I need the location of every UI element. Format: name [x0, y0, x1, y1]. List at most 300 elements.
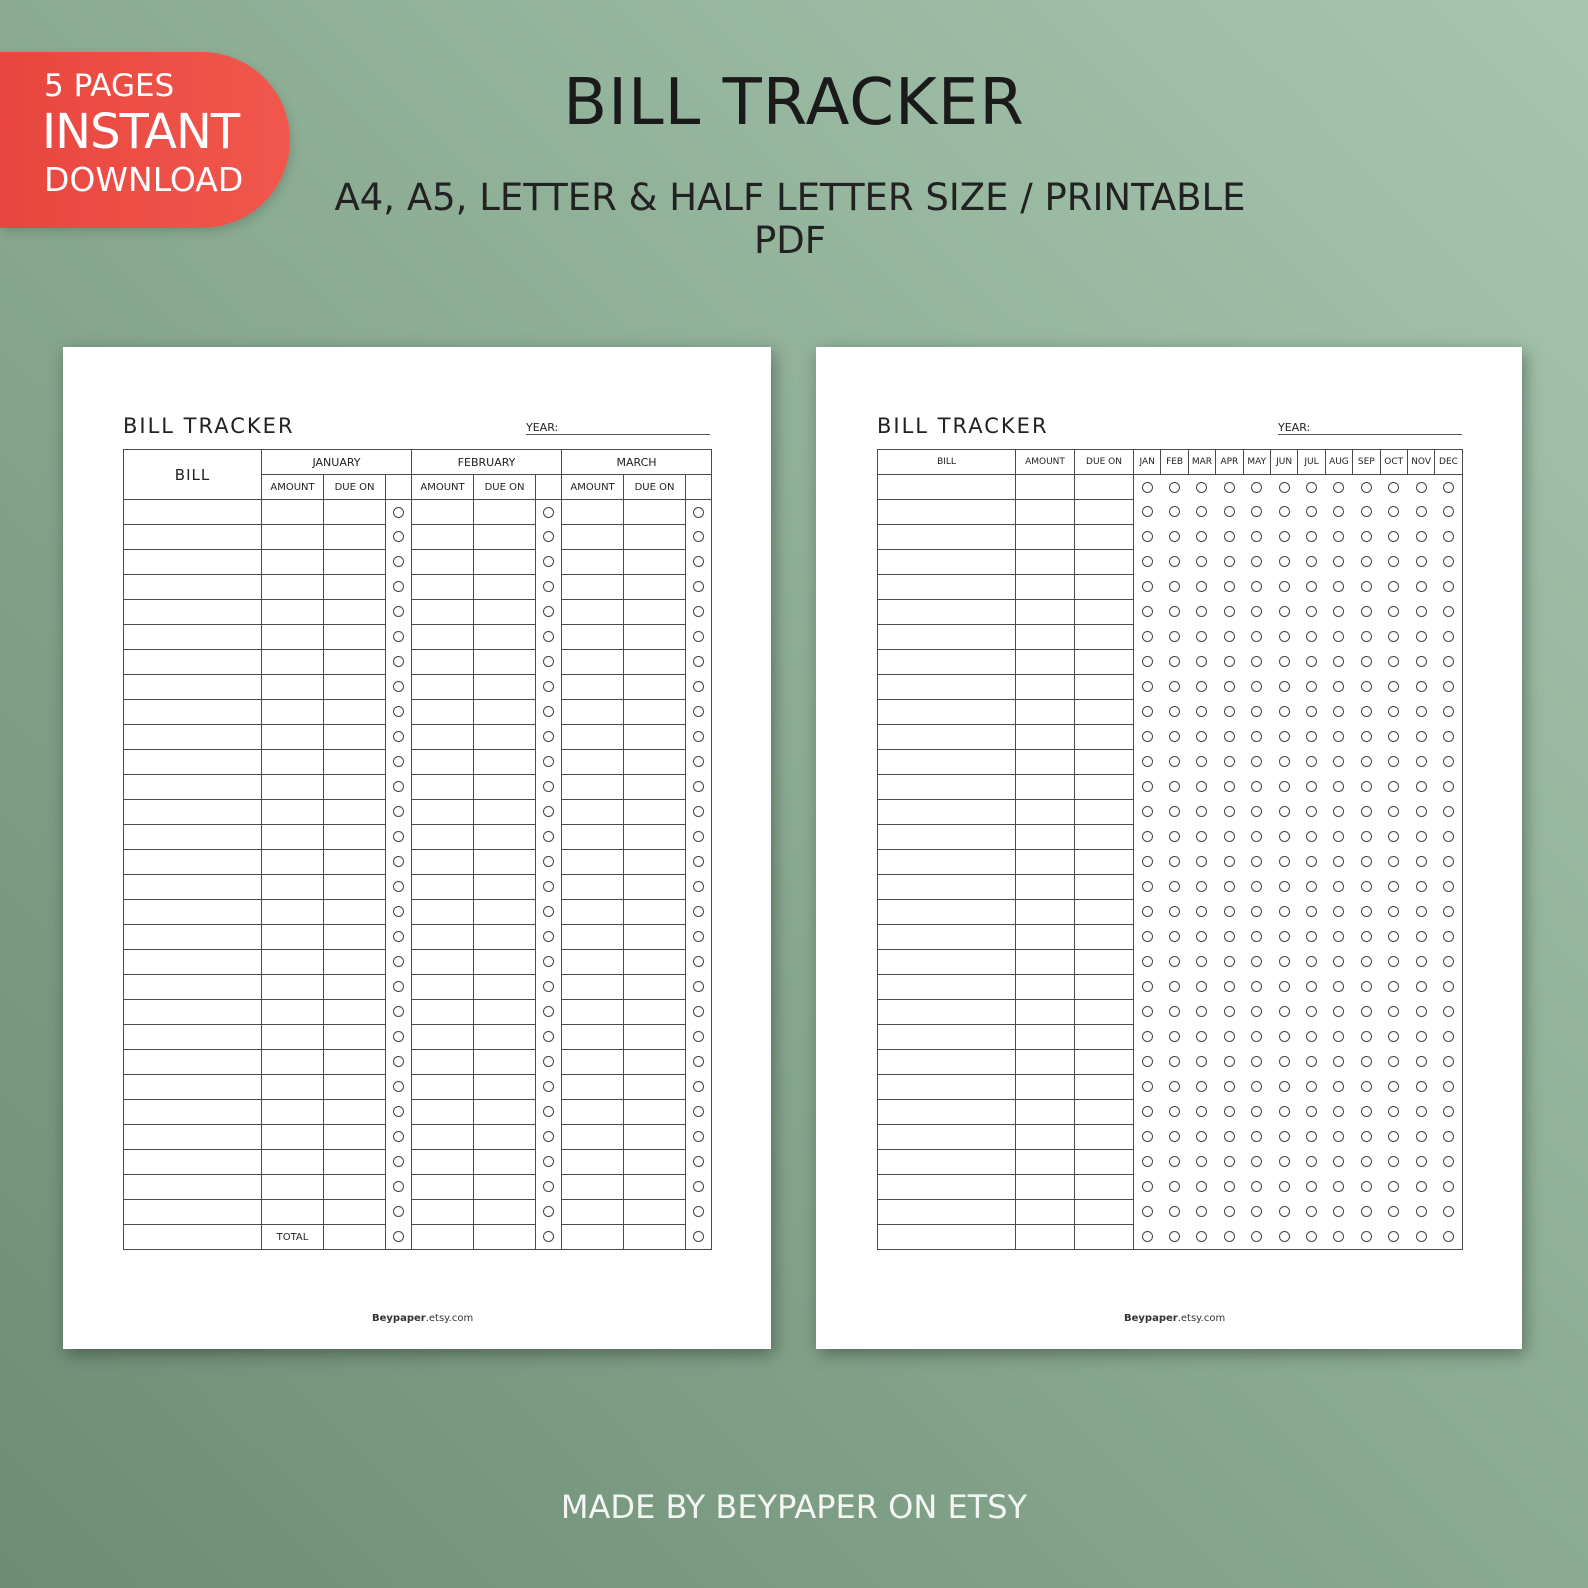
right-due-header: DUE ON [1075, 450, 1134, 475]
month-paid-cell [1243, 900, 1270, 925]
month-paid-cell [1134, 1100, 1161, 1125]
month-paid-cell [1134, 800, 1161, 825]
paid-checkbox-circle [543, 781, 554, 792]
month-paid-cell [1407, 1075, 1434, 1100]
table-cell [1075, 600, 1134, 625]
table-cell [324, 650, 386, 675]
left-paid-header [386, 475, 412, 500]
left-credit-brand: Beypaper [372, 1313, 426, 1324]
paid-checkbox-circle [1169, 706, 1180, 717]
month-paid-cell [1188, 525, 1215, 550]
table-cell [474, 925, 536, 950]
badge-pages: 5 PAGES [44, 68, 175, 104]
month-paid-cell [1134, 550, 1161, 575]
paid-checkbox-circle [1416, 1031, 1427, 1042]
table-cell [1075, 1000, 1134, 1025]
paid-checkbox-circle [1224, 1081, 1235, 1092]
table-row [124, 1150, 712, 1175]
paid-checkbox-circle [393, 906, 404, 917]
month-paid-cell [1161, 900, 1188, 925]
month-paid-cell [1161, 550, 1188, 575]
paid-checkbox-circle [1224, 631, 1235, 642]
paid-checkbox-circle [1142, 931, 1153, 942]
paid-checkbox-circle [1361, 581, 1372, 592]
month-paid-cell [1243, 1150, 1270, 1175]
month-paid-cell [1407, 1050, 1434, 1075]
paid-checkbox-circle [693, 1006, 704, 1017]
table-cell [124, 600, 262, 625]
table-row [878, 1000, 1463, 1025]
paid-checkbox-circle [693, 706, 704, 717]
month-paid-cell [1407, 1125, 1434, 1150]
table-cell [324, 900, 386, 925]
paid-checkbox-circle [1361, 556, 1372, 567]
paid-checkbox-circle [543, 856, 554, 867]
paid-checkbox-circle [1416, 981, 1427, 992]
table-cell [878, 1150, 1016, 1175]
paid-checkbox-circle [1306, 1131, 1317, 1142]
paid-checkbox-circle [1169, 482, 1180, 493]
table-cell [124, 1000, 262, 1025]
paid-checkbox-circle [1333, 1181, 1344, 1192]
table-cell [124, 975, 262, 1000]
paid-checkbox-circle [393, 706, 404, 717]
table-cell [1075, 775, 1134, 800]
table-cell [474, 1050, 536, 1075]
paid-checkbox-circle [1251, 531, 1262, 542]
paid-checkbox-circle [393, 981, 404, 992]
table-row [878, 850, 1463, 875]
paid-checkbox-circle [393, 756, 404, 767]
paid-checkbox-circle [693, 1156, 704, 1167]
right-month-header: APR [1216, 450, 1243, 475]
month-paid-cell [1243, 1100, 1270, 1125]
paid-checkbox-circle [1142, 531, 1153, 542]
month-paid-cell [1407, 625, 1434, 650]
table-row [878, 1100, 1463, 1125]
paid-checkbox-circle [543, 956, 554, 967]
table-cell [1075, 650, 1134, 675]
month-paid-cell [1298, 775, 1325, 800]
paid-checkbox-circle [1388, 1131, 1399, 1142]
month-paid-cell [1134, 1175, 1161, 1200]
table-cell [1016, 975, 1075, 1000]
paid-checkbox-circle [1443, 1131, 1454, 1142]
month-paid-cell [1161, 1100, 1188, 1125]
paid-checkbox-circle [1169, 956, 1180, 967]
table-cell [124, 675, 262, 700]
month-paid-cell [1161, 675, 1188, 700]
month-paid-cell [1161, 650, 1188, 675]
table-cell [878, 1200, 1016, 1225]
table-cell [324, 1000, 386, 1025]
month-paid-cell [1243, 625, 1270, 650]
table-cell [1075, 1175, 1134, 1200]
table-cell [124, 500, 262, 525]
table-cell [1075, 1075, 1134, 1100]
paid-checkbox-circle [543, 806, 554, 817]
paid-checkbox-circle [1416, 1131, 1427, 1142]
paid-cell [386, 1025, 412, 1050]
paid-checkbox-circle [693, 1231, 704, 1242]
month-paid-cell [1407, 675, 1434, 700]
month-paid-cell [1353, 650, 1380, 675]
paid-cell [386, 975, 412, 1000]
month-paid-cell [1435, 1125, 1462, 1150]
table-cell [324, 725, 386, 750]
month-paid-cell [1353, 1200, 1380, 1225]
paid-checkbox-circle [693, 507, 704, 518]
table-row [878, 800, 1463, 825]
month-paid-cell [1243, 925, 1270, 950]
paid-checkbox-circle [393, 531, 404, 542]
table-row [878, 725, 1463, 750]
paid-cell [686, 925, 712, 950]
month-paid-cell [1243, 1125, 1270, 1150]
table-row [878, 775, 1463, 800]
month-paid-cell [1216, 1075, 1243, 1100]
month-paid-cell [1134, 725, 1161, 750]
paid-checkbox-circle [1251, 556, 1262, 567]
paid-cell [386, 1150, 412, 1175]
paid-checkbox-circle [1333, 482, 1344, 493]
paid-checkbox-circle [1333, 581, 1344, 592]
paid-checkbox-circle [1416, 656, 1427, 667]
paid-checkbox-circle [693, 981, 704, 992]
table-row [878, 975, 1463, 1000]
month-paid-cell [1161, 725, 1188, 750]
table-cell [262, 950, 324, 975]
month-paid-cell [1161, 1000, 1188, 1025]
month-paid-cell [1216, 525, 1243, 550]
paid-cell [386, 700, 412, 725]
paid-checkbox-circle [1142, 1031, 1153, 1042]
table-cell [412, 1050, 474, 1075]
paid-checkbox-circle [1279, 681, 1290, 692]
paid-checkbox-circle [1196, 606, 1207, 617]
paid-checkbox-circle [1361, 631, 1372, 642]
month-paid-cell [1161, 975, 1188, 1000]
paid-checkbox-circle [1169, 731, 1180, 742]
paid-checkbox-circle [1251, 1231, 1262, 1242]
table-cell [324, 1200, 386, 1225]
month-paid-cell [1435, 675, 1462, 700]
right-month-header: SEP [1353, 450, 1380, 475]
month-paid-cell [1270, 1100, 1297, 1125]
table-cell [124, 925, 262, 950]
paid-checkbox-circle [1251, 482, 1262, 493]
left-month-header: FEBRUARY [412, 450, 562, 475]
month-paid-cell [1380, 1100, 1407, 1125]
table-cell [1016, 475, 1075, 500]
paid-checkbox-circle [1416, 731, 1427, 742]
month-paid-cell [1161, 800, 1188, 825]
table-cell [624, 800, 686, 825]
table-row [124, 1050, 712, 1075]
month-paid-cell [1188, 1150, 1215, 1175]
paid-checkbox-circle [1224, 656, 1235, 667]
paid-checkbox-circle [1361, 606, 1372, 617]
month-paid-cell [1188, 1200, 1215, 1225]
table-cell [412, 1175, 474, 1200]
month-paid-cell [1161, 1125, 1188, 1150]
right-month-header: DEC [1435, 450, 1462, 475]
table-cell [324, 1100, 386, 1125]
month-paid-cell [1325, 875, 1352, 900]
paid-cell [686, 1125, 712, 1150]
month-paid-cell [1161, 775, 1188, 800]
table-cell [624, 925, 686, 950]
month-paid-cell [1407, 1200, 1434, 1225]
month-paid-cell [1407, 725, 1434, 750]
month-paid-cell [1134, 600, 1161, 625]
paid-cell [536, 775, 562, 800]
paid-checkbox-circle [1169, 681, 1180, 692]
table-cell [562, 825, 624, 850]
month-paid-cell [1407, 500, 1434, 525]
table-row [124, 675, 712, 700]
right-amount-header: AMOUNT [1016, 450, 1075, 475]
month-paid-cell [1407, 825, 1434, 850]
table-cell [324, 1050, 386, 1075]
table-cell [624, 600, 686, 625]
month-paid-cell [1353, 1050, 1380, 1075]
paid-checkbox-circle [1361, 706, 1372, 717]
paid-checkbox-circle [1279, 631, 1290, 642]
table-cell [1016, 1225, 1075, 1250]
month-paid-cell [1325, 775, 1352, 800]
paid-checkbox-circle [1416, 506, 1427, 517]
paid-checkbox-circle [543, 731, 554, 742]
paid-checkbox-circle [693, 881, 704, 892]
paid-checkbox-circle [1333, 1106, 1344, 1117]
paid-checkbox-circle [1196, 1156, 1207, 1167]
paid-checkbox-circle [1224, 1131, 1235, 1142]
table-row [124, 1025, 712, 1050]
table-cell [324, 600, 386, 625]
paid-checkbox-circle [693, 1181, 704, 1192]
paid-checkbox-circle [1224, 1106, 1235, 1117]
paid-checkbox-circle [543, 931, 554, 942]
month-paid-cell [1298, 1175, 1325, 1200]
month-paid-cell [1407, 875, 1434, 900]
paid-checkbox-circle [393, 831, 404, 842]
table-cell [562, 925, 624, 950]
paid-checkbox-circle [1251, 781, 1262, 792]
month-paid-cell [1407, 1150, 1434, 1175]
paid-checkbox-circle [1279, 1231, 1290, 1242]
paid-checkbox-circle [1251, 731, 1262, 742]
table-cell [562, 1150, 624, 1175]
table-cell [624, 700, 686, 725]
paid-checkbox-circle [1443, 506, 1454, 517]
month-paid-cell [1134, 925, 1161, 950]
paid-checkbox-circle [1251, 906, 1262, 917]
month-paid-cell [1216, 1175, 1243, 1200]
month-paid-cell [1216, 1225, 1243, 1250]
table-row [878, 825, 1463, 850]
month-paid-cell [1161, 850, 1188, 875]
month-paid-cell [1353, 900, 1380, 925]
paid-checkbox-circle [1443, 482, 1454, 493]
paid-cell [386, 775, 412, 800]
month-paid-cell [1161, 1075, 1188, 1100]
paid-checkbox-circle [1169, 1031, 1180, 1042]
month-paid-cell [1325, 575, 1352, 600]
paid-cell [386, 1000, 412, 1025]
month-paid-cell [1216, 750, 1243, 775]
paid-checkbox-circle [1169, 1081, 1180, 1092]
month-paid-cell [1380, 700, 1407, 725]
month-paid-cell [1216, 775, 1243, 800]
left-amount-header: AMOUNT [412, 475, 474, 500]
paid-checkbox-circle [1388, 1006, 1399, 1017]
table-cell [1075, 800, 1134, 825]
table-row [124, 875, 712, 900]
table-row [878, 1125, 1463, 1150]
paid-cell [386, 825, 412, 850]
month-paid-cell [1380, 950, 1407, 975]
paid-checkbox-circle [1169, 1131, 1180, 1142]
table-row [124, 900, 712, 925]
paid-checkbox-circle [1279, 1106, 1290, 1117]
month-paid-cell [1407, 1225, 1434, 1250]
paid-cell [386, 725, 412, 750]
table-cell [1016, 525, 1075, 550]
table-cell [124, 700, 262, 725]
paid-checkbox-circle [1416, 931, 1427, 942]
table-cell [1016, 875, 1075, 900]
month-paid-cell [1243, 1000, 1270, 1025]
paid-checkbox-circle [543, 1206, 554, 1217]
paid-checkbox-circle [1306, 756, 1317, 767]
month-paid-cell [1270, 1075, 1297, 1100]
month-paid-cell [1435, 525, 1462, 550]
paid-checkbox-circle [1333, 981, 1344, 992]
table-cell [562, 1225, 624, 1250]
table-cell [262, 1175, 324, 1200]
paid-checkbox-circle [1443, 1156, 1454, 1167]
paid-checkbox-circle [1251, 806, 1262, 817]
paid-cell [386, 575, 412, 600]
table-row [878, 925, 1463, 950]
table-cell [624, 975, 686, 1000]
table-cell [562, 650, 624, 675]
paid-checkbox-circle [1279, 606, 1290, 617]
paid-checkbox-circle [1196, 1181, 1207, 1192]
month-paid-cell [1325, 1200, 1352, 1225]
table-cell [324, 500, 386, 525]
paid-checkbox-circle [1361, 1006, 1372, 1017]
table-cell [324, 825, 386, 850]
month-paid-cell [1380, 525, 1407, 550]
right-bill-table [877, 449, 1463, 1250]
paid-checkbox-circle [1306, 906, 1317, 917]
table-row [124, 975, 712, 1000]
paid-cell [536, 1125, 562, 1150]
footer-credit: MADE BY BEYPAPER ON ETSY [560, 1488, 1028, 1526]
paid-checkbox-circle [1443, 731, 1454, 742]
table-row [124, 500, 712, 525]
month-paid-cell [1435, 500, 1462, 525]
month-paid-cell [1353, 1025, 1380, 1050]
left-bill-header: BILL [124, 450, 262, 500]
table-cell [878, 650, 1016, 675]
month-paid-cell [1216, 1100, 1243, 1125]
table-cell [624, 1100, 686, 1125]
paid-checkbox-circle [1388, 681, 1399, 692]
table-cell [1016, 850, 1075, 875]
month-paid-cell [1188, 550, 1215, 575]
paid-checkbox-circle [543, 556, 554, 567]
table-cell [262, 700, 324, 725]
table-cell [262, 1200, 324, 1225]
paid-checkbox-circle [1142, 1181, 1153, 1192]
table-cell [624, 900, 686, 925]
month-paid-cell [1325, 550, 1352, 575]
month-paid-cell [1435, 600, 1462, 625]
month-paid-cell [1188, 1100, 1215, 1125]
table-row [124, 650, 712, 675]
table-cell [474, 725, 536, 750]
paid-checkbox-circle [393, 681, 404, 692]
paid-checkbox-circle [1224, 506, 1235, 517]
paid-checkbox-circle [1443, 956, 1454, 967]
month-paid-cell [1188, 1075, 1215, 1100]
table-cell [262, 500, 324, 525]
month-paid-cell [1161, 525, 1188, 550]
paid-checkbox-circle [1388, 1206, 1399, 1217]
month-paid-cell [1216, 925, 1243, 950]
table-cell [412, 600, 474, 625]
paid-cell [686, 1150, 712, 1175]
month-paid-cell [1188, 625, 1215, 650]
month-paid-cell [1216, 675, 1243, 700]
month-paid-cell [1407, 1025, 1434, 1050]
month-paid-cell [1298, 725, 1325, 750]
paid-cell [686, 775, 712, 800]
table-cell [878, 1025, 1016, 1050]
paid-checkbox-circle [1361, 956, 1372, 967]
month-paid-cell [1298, 1050, 1325, 1075]
table-cell [624, 1075, 686, 1100]
paid-checkbox-circle [1279, 656, 1290, 667]
month-paid-cell [1161, 950, 1188, 975]
paid-checkbox-circle [1306, 806, 1317, 817]
month-paid-cell [1353, 1075, 1380, 1100]
month-paid-cell [1270, 950, 1297, 975]
month-paid-cell [1298, 925, 1325, 950]
paid-checkbox-circle [543, 531, 554, 542]
month-paid-cell [1325, 600, 1352, 625]
month-paid-cell [1325, 1100, 1352, 1125]
paid-checkbox-circle [1416, 606, 1427, 617]
table-cell [1016, 1175, 1075, 1200]
table-cell [124, 950, 262, 975]
table-cell [262, 1000, 324, 1025]
paid-checkbox-circle [1306, 731, 1317, 742]
month-paid-cell [1216, 625, 1243, 650]
paid-checkbox-circle [1169, 806, 1180, 817]
month-paid-cell [1435, 1200, 1462, 1225]
table-cell [412, 525, 474, 550]
table-cell [124, 775, 262, 800]
month-paid-cell [1353, 750, 1380, 775]
paid-checkbox-circle [1443, 606, 1454, 617]
paid-checkbox-circle [1388, 831, 1399, 842]
paid-checkbox-circle [693, 1081, 704, 1092]
paid-cell [386, 750, 412, 775]
